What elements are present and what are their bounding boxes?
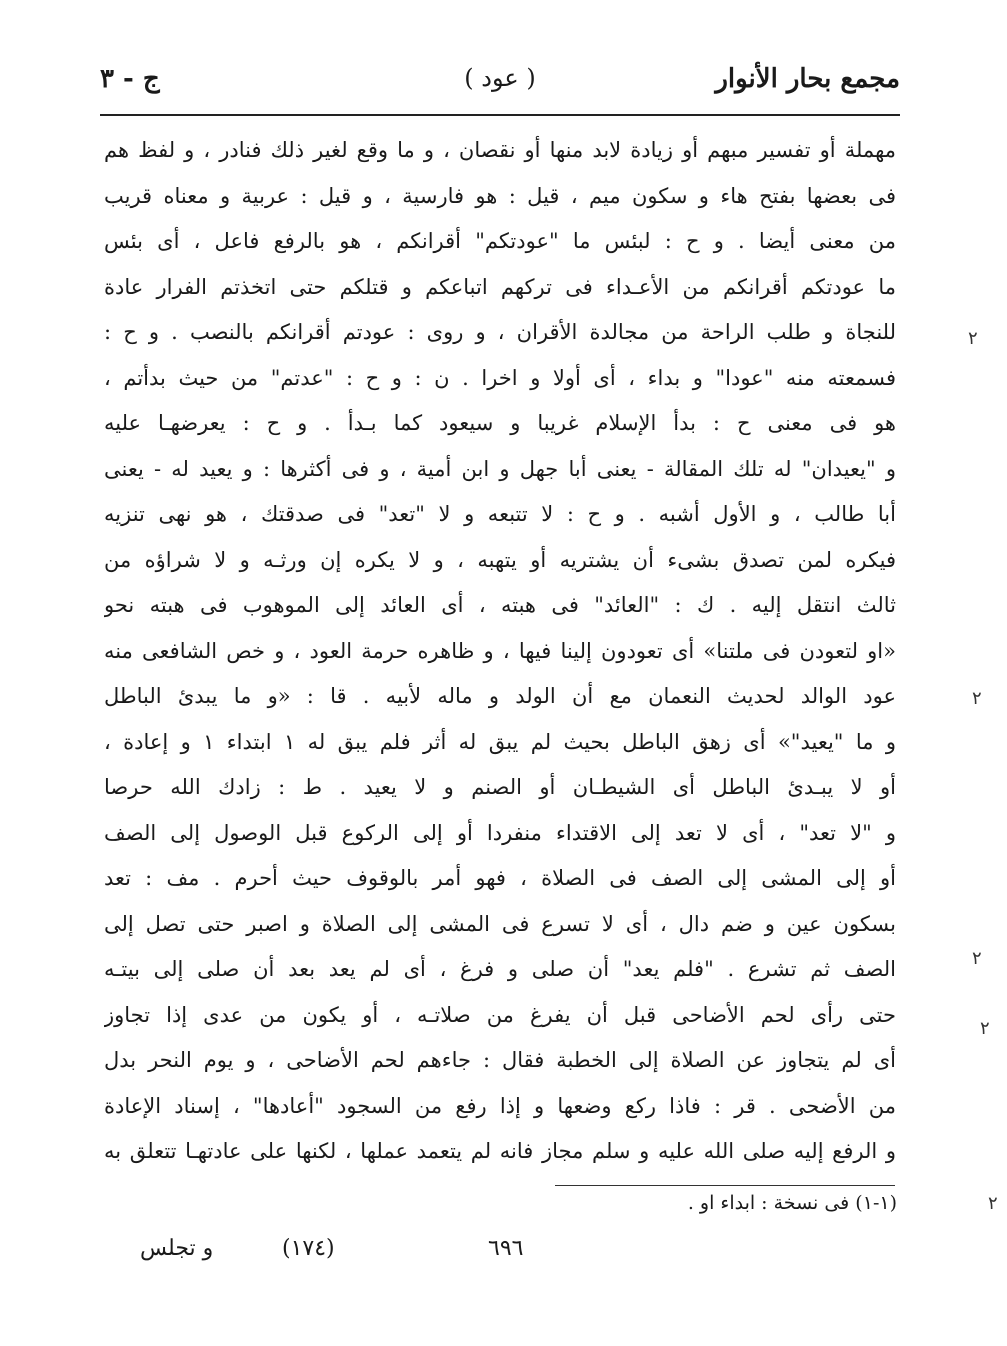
entry-heading: ( عود ) [464,64,536,92]
header-rule [100,114,900,116]
text-line: فيكره لمن تصدق بشىء أن يشتريه أو يتهبه ، و لا يكره إن ورثـه و لا شراؤه من [104,547,896,572]
text-line: حتى رأى لحم الأضاحى قبل أن يفرغ من صلاتـه ، أو يكون من عدى إذا تجاوز [104,1002,896,1027]
margin-mark: ٢ [968,328,978,349]
text-line: الصف ثم تشرع . "فلم يعد" أن صلى و فرغ ، أى لم يعد بعد أن صلى إلى بيتـه [104,957,896,981]
signature-code: (١٧٤) [282,1236,335,1261]
footnote: (١-١) فى نسخة : ابداء او . [687,1192,897,1214]
text-line: بسكون عين و ضم دال ، أى لا تسرع فى المشى إلى الصلاة و اصبر حتى تصل إلى [104,911,896,936]
text-line: فى بعضها بفتح هاء و سكون ميم ، قيل : هو فارسية ، و قيل : عربية و معناه قريب [104,183,896,208]
text-line: مهملة أو تفسير مبهم أو زيادة لابد منها أو نقصان ، و ما وقع لغير ذلك فنادر ، و لفظ هم [104,138,896,162]
footnote-rule [555,1185,895,1186]
catchword: و تجلس [140,1236,214,1261]
margin-mark: ٢ [980,1018,990,1039]
volume-number: ج - ٣ [100,64,160,94]
book-title: مجمع بحار الأنوار [715,64,900,94]
text-line: «او لتعودن فى ملتنا» أى تعودون إلينا فيها ، و ظاهره حرمة العود ، و خص الشافعى منه [104,638,896,663]
margin-mark: ٢ [972,948,982,969]
main-text [104,128,896,1175]
text-line: أو إلى المشى إلى الصف فى الصلاة ، فهو أمر بالوقوف حيث أحرم . مف : تعد [104,866,896,890]
text-line: أبا طالب ، و الأول أشبه . و ح : لا تتبعه و لا "تعد" فى صدقتك ، هو نهى تنزيه [104,502,896,526]
text-line: من معنى أيضا . و ح : لبئس ما "عودتكم" أقرانكم ، هو بالرفع فاعل ، أى بئس [104,229,896,253]
text-line: للنجاة و طلب الراحة من مجالدة الأقران ، و روى : عودتم أقرانكم بالنصب . و ح : [104,320,896,344]
text-line: ثالث انتقل إليه . ك : "العائد" فى هبته ، أى العائد إلى الموهوب فى هبته نحو [104,593,896,617]
text-line: أو لا يبـدئ الباطل أى الشيطـان أو الصنم و لا يعيد . ط : زادك الله حرصا [104,775,896,799]
text-line: أى لم يتجاوز عن الصلاة إلى الخطبة فقال : جاءهم لحم الأضاحى ، و يوم النحر بدل [104,1048,896,1072]
text-line: ما عودتكم أقرانكم من الأعـداء فى تركهم اتباعكم و قتلكم حتى اتخذتم الفرار عادة [104,274,896,299]
text-line: عود الوالد لحديث النعمان مع أن الولد و ماله لأبيه . قا : «و ما يبدئ الباطل [104,684,896,708]
text-line: و ما "يعيد"» أى زهق الباطل بحيث لم يبق له أثر فلم يبق له ١ ابتداء ١ و إعادة ، [104,729,896,754]
running-header [100,64,900,108]
margin-mark: ٢ [972,688,982,709]
page-number: ٦٩٦ [488,1236,524,1261]
text-line: من الأضحى . قر : فاذا ركع وضعها و إذا رفع من السجود "أعادها" ، إسناد الإعادة [104,1093,896,1118]
text-line: فسمعته منه "عودا" و بداء ، أى أولا و اخرا . ن : و ح : "عدتم" من حيث بدأتم ، [104,365,896,390]
text-line: و الرفع إليه صلى الله عليه و سلم مجاز فانه لم يتعمد عملها ، لكنها على عادتهـا تتعلق به [104,1139,896,1163]
text-line: هو فى معنى ح : بدأ الإسلام غريبا و سيعود كما بـدأ . و ح : يعرضهـا عليه [104,411,896,435]
margin-mark: ٢ [988,1193,998,1214]
text-line: و "لا تعد" ، أى لا تعد إلى الاقتداء منفردا أو إلى الركوع قبل الوصول إلى الصف [104,820,896,845]
text-line: و "يعيدان" له تلك المقالة - يعنى أبا جهل و ابن أمية ، و فى أكثرها : و يعيد له - يعنى [104,456,896,481]
